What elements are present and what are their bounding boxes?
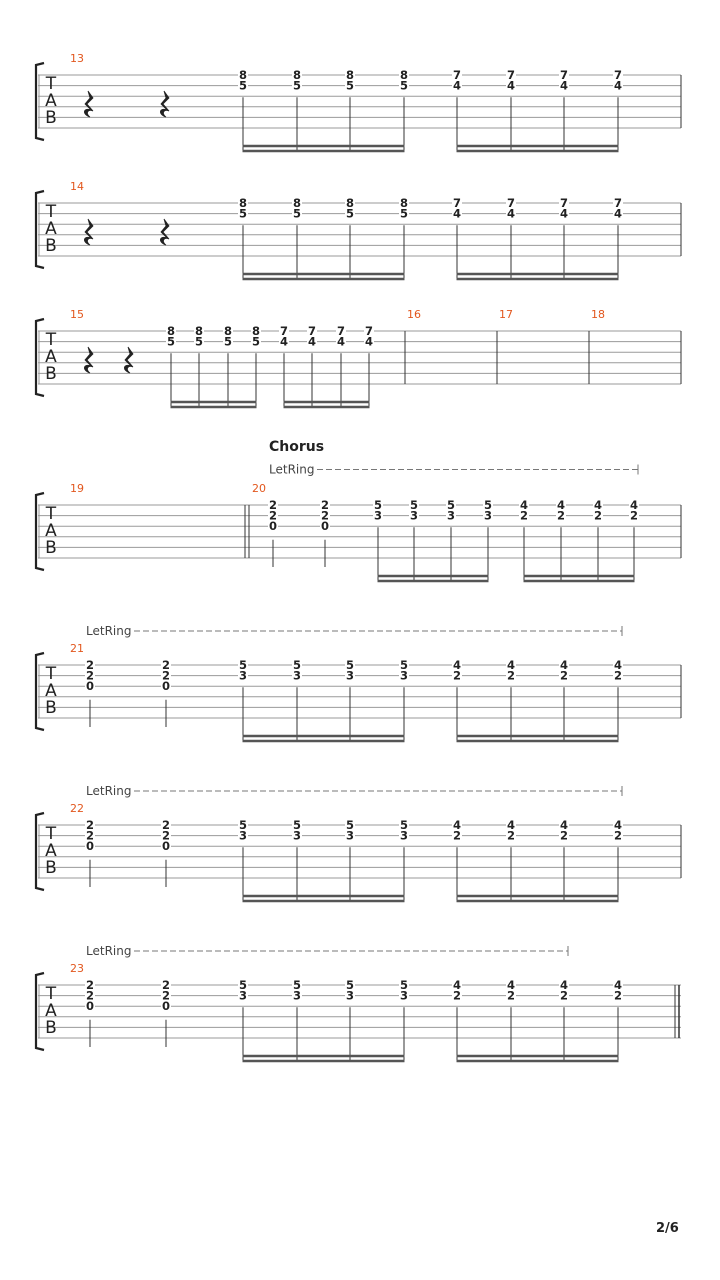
fret-number: 8	[399, 68, 409, 82]
fret-number: 0	[320, 519, 330, 534]
fret-number: 2	[85, 658, 95, 672]
tab-clef-t: T	[45, 330, 57, 350]
let-ring-label: LetRing	[269, 462, 315, 477]
measure-number: 20	[252, 482, 266, 495]
measure-number: 18	[591, 308, 605, 321]
fret-number: 8	[166, 324, 176, 338]
fret-number: 4	[613, 818, 623, 832]
fret-number: 3	[399, 828, 409, 843]
fret-number: 2	[85, 818, 95, 832]
fret-number: 2	[506, 828, 516, 843]
fret-number: 4	[452, 818, 462, 832]
fret-number: 8	[345, 196, 355, 210]
tab-clef-a: A	[45, 219, 57, 239]
fret-number: 2	[452, 828, 462, 843]
tab-clef-a: A	[45, 347, 57, 367]
let-ring-label: LetRing	[86, 624, 132, 638]
measure-number: 16	[407, 308, 421, 321]
fret-number: 3	[345, 988, 355, 1003]
fret-number: 2	[613, 668, 623, 683]
fret-number: 5	[238, 818, 248, 832]
tab-system-4	[36, 439, 681, 581]
fret-number: 3	[292, 828, 302, 843]
tab-system-3	[36, 308, 681, 407]
measure-number: 13	[70, 52, 84, 65]
fret-number: 8	[292, 196, 302, 210]
fret-number: 8	[345, 68, 355, 82]
fret-number: 4	[452, 658, 462, 672]
fret-number: 4	[279, 334, 289, 349]
fret-number: 0	[268, 519, 278, 534]
fret-number: 3	[483, 508, 493, 523]
fret-number: 2	[268, 498, 278, 512]
fret-number: 4	[593, 498, 603, 512]
fret-number: 4	[559, 658, 569, 672]
fret-number: 2	[85, 978, 95, 992]
tab-clef-a: A	[45, 521, 57, 541]
fret-number: 3	[238, 828, 248, 843]
fret-number: 5	[399, 206, 409, 221]
tab-clef-b: B	[45, 364, 57, 384]
fret-number: 4	[629, 498, 639, 512]
measure-number: 17	[499, 308, 513, 321]
fret-number: 5	[399, 978, 409, 992]
fret-number: 4	[613, 78, 623, 93]
measure-number: 15	[70, 308, 84, 321]
fret-number: 2	[161, 658, 171, 672]
fret-number: 3	[292, 988, 302, 1003]
fret-number: 4	[559, 818, 569, 832]
fret-number: 2	[161, 818, 171, 832]
fret-number: 0	[85, 999, 95, 1014]
quarter-rest-icon	[160, 91, 169, 117]
fret-number: 4	[307, 334, 317, 349]
fret-number: 5	[399, 78, 409, 93]
tab-clef-t: T	[45, 824, 57, 844]
fret-number: 2	[161, 828, 171, 843]
fret-number: 3	[399, 988, 409, 1003]
fret-number: 4	[506, 78, 516, 93]
fret-number: 4	[506, 206, 516, 221]
fret-number: 2	[593, 508, 603, 523]
fret-number: 4	[559, 78, 569, 93]
fret-number: 7	[506, 196, 516, 210]
fret-number: 2	[519, 508, 529, 523]
tab-system-2	[36, 180, 681, 279]
fret-number: 4	[613, 206, 623, 221]
fret-number: 4	[364, 334, 374, 349]
fret-number: 2	[85, 988, 95, 1003]
quarter-rest-icon	[84, 219, 93, 245]
tab-system-6	[36, 784, 681, 901]
measure-number: 22	[70, 802, 84, 815]
fret-number: 8	[399, 196, 409, 210]
fret-number: 4	[519, 498, 529, 512]
fret-number: 4	[559, 206, 569, 221]
quarter-rest-icon	[84, 347, 93, 373]
fret-number: 7	[506, 68, 516, 82]
tab-clef-b: B	[45, 538, 57, 558]
fret-number: 5	[483, 498, 493, 512]
fret-number: 0	[85, 839, 95, 854]
fret-number: 7	[307, 324, 317, 338]
fret-number: 3	[345, 668, 355, 683]
fret-number: 3	[238, 668, 248, 683]
fret-number: 2	[559, 828, 569, 843]
fret-number: 2	[613, 828, 623, 843]
measure-number: 19	[70, 482, 84, 495]
fret-number: 5	[373, 498, 383, 512]
tab-clef-b: B	[45, 1018, 57, 1038]
fret-number: 8	[292, 68, 302, 82]
fret-number: 7	[279, 324, 289, 338]
fret-number: 2	[161, 988, 171, 1003]
fret-number: 3	[345, 828, 355, 843]
fret-number: 5	[399, 658, 409, 672]
fret-number: 3	[373, 508, 383, 523]
section-label-chorus: Chorus	[269, 439, 325, 455]
fret-number: 5	[345, 658, 355, 672]
fret-number: 3	[446, 508, 456, 523]
fret-number: 4	[559, 978, 569, 992]
fret-number: 5	[292, 658, 302, 672]
quarter-rest-icon	[84, 91, 93, 117]
fret-number: 2	[85, 828, 95, 843]
fret-number: 3	[409, 508, 419, 523]
fret-number: 5	[292, 78, 302, 93]
fret-number: 8	[238, 196, 248, 210]
fret-number: 2	[452, 988, 462, 1003]
tab-clef-b: B	[45, 236, 57, 256]
measure-number: 14	[70, 180, 84, 193]
fret-number: 5	[345, 818, 355, 832]
fret-number: 7	[452, 196, 462, 210]
let-ring-label: LetRing	[86, 784, 132, 798]
tab-clef-a: A	[45, 91, 57, 111]
fret-number: 2	[559, 988, 569, 1003]
fret-number: 2	[556, 508, 566, 523]
fret-number: 7	[336, 324, 346, 338]
fret-number: 3	[292, 668, 302, 683]
fret-number: 3	[238, 988, 248, 1003]
fret-number: 7	[613, 68, 623, 82]
quarter-rest-icon	[160, 219, 169, 245]
fret-number: 4	[506, 978, 516, 992]
fret-number: 5	[238, 658, 248, 672]
tab-system-7	[36, 944, 681, 1061]
fret-number: 7	[559, 196, 569, 210]
tab-clef-t: T	[45, 984, 57, 1004]
fret-number: 5	[238, 206, 248, 221]
fret-number: 7	[452, 68, 462, 82]
fret-number: 5	[238, 78, 248, 93]
fret-number: 0	[85, 679, 95, 694]
quarter-rest-icon	[124, 347, 133, 373]
let-ring-label: LetRing	[86, 944, 132, 958]
fret-number: 2	[161, 978, 171, 992]
tab-clef-b: B	[45, 858, 57, 878]
fret-number: 3	[399, 668, 409, 683]
fret-number: 2	[452, 668, 462, 683]
fret-number: 2	[559, 668, 569, 683]
fret-number: 5	[292, 206, 302, 221]
fret-number: 5	[446, 498, 456, 512]
fret-number: 4	[452, 78, 462, 93]
fret-number: 2	[506, 988, 516, 1003]
fret-number: 5	[194, 334, 204, 349]
tab-clef-t: T	[45, 74, 57, 94]
tab-clef-a: A	[45, 841, 57, 861]
fret-number: 8	[194, 324, 204, 338]
fret-number: 5	[292, 978, 302, 992]
measure-number: 21	[70, 642, 84, 655]
tab-system-5	[36, 624, 681, 741]
fret-number: 2	[506, 668, 516, 683]
tab-system-1	[36, 52, 681, 151]
fret-number: 4	[613, 978, 623, 992]
fret-number: 2	[320, 498, 330, 512]
fret-number: 7	[364, 324, 374, 338]
fret-number: 2	[629, 508, 639, 523]
page-number: 2/6	[656, 1221, 679, 1236]
fret-number: 2	[320, 508, 330, 523]
fret-number: 8	[238, 68, 248, 82]
fret-number: 5	[238, 978, 248, 992]
fret-number: 2	[268, 508, 278, 523]
fret-number: 4	[336, 334, 346, 349]
tab-clef-a: A	[45, 1001, 57, 1021]
tab-clef-t: T	[45, 202, 57, 222]
fret-number: 2	[85, 668, 95, 683]
fret-number: 2	[613, 988, 623, 1003]
tab-clef-t: T	[45, 664, 57, 684]
fret-number: 5	[409, 498, 419, 512]
fret-number: 0	[161, 679, 171, 694]
fret-number: 2	[161, 668, 171, 683]
tab-clef-a: A	[45, 681, 57, 701]
fret-number: 7	[559, 68, 569, 82]
tab-clef-b: B	[45, 698, 57, 718]
fret-number: 5	[166, 334, 176, 349]
fret-number: 8	[223, 324, 233, 338]
fret-number: 5	[345, 978, 355, 992]
fret-number: 4	[613, 658, 623, 672]
fret-number: 4	[452, 978, 462, 992]
measure-number: 23	[70, 962, 84, 975]
fret-number: 5	[251, 334, 261, 349]
fret-number: 5	[292, 818, 302, 832]
fret-number: 7	[613, 196, 623, 210]
tab-clef-t: T	[45, 504, 57, 524]
fret-number: 5	[345, 206, 355, 221]
fret-number: 5	[345, 78, 355, 93]
fret-number: 0	[161, 999, 171, 1014]
fret-number: 4	[556, 498, 566, 512]
fret-number: 5	[399, 818, 409, 832]
fret-number: 0	[161, 839, 171, 854]
fret-number: 4	[506, 658, 516, 672]
fret-number: 4	[452, 206, 462, 221]
fret-number: 5	[223, 334, 233, 349]
tab-clef-b: B	[45, 108, 57, 128]
fret-number: 4	[506, 818, 516, 832]
fret-number: 8	[251, 324, 261, 338]
